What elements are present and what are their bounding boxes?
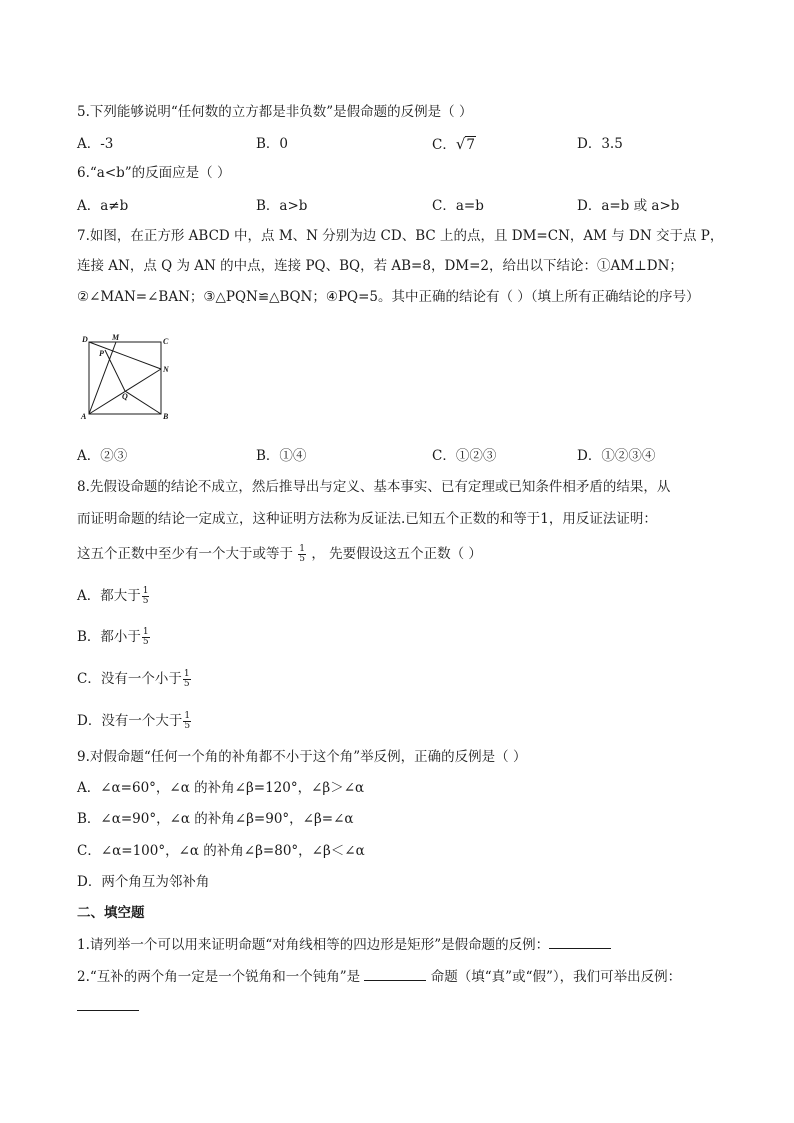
fraction-numerator: 1 [184, 711, 191, 721]
option-a: A．②③ [77, 448, 128, 464]
option-d-text: D．没有一个大于 [77, 713, 183, 729]
question-8-option-b [77, 628, 151, 647]
sqrt-expression: √7 [455, 135, 475, 153]
option-b-text: B．都小于 [77, 629, 141, 645]
fraction-one-fifth [142, 628, 150, 647]
section-title: 二、填空题 [77, 905, 145, 921]
question-7-line-3: ②∠MAN=∠BAN；③△PQN≌△BQN；④PQ=5。其中正确的结论有（ ）（填上所有正确结论的序号） [77, 289, 700, 305]
fill-question-2-continuation [77, 998, 139, 1016]
option-b: B．a>b [256, 198, 308, 214]
fraction-one-fifth [183, 670, 191, 689]
question-8-line-3-start: 这五个正数中至少有一个大于或等于 [77, 546, 293, 562]
question-8-option-d [77, 712, 192, 731]
option-d: D．a=b 或 a>b [577, 198, 680, 214]
question-9-stem: 9.对假命题“任何一个角的补角都不小于这个角”举反例，正确的反例是（ ） [77, 749, 527, 765]
fraction-denominator: 5 [142, 637, 149, 647]
option-c: C．①②③ [432, 448, 497, 464]
option-c [432, 135, 476, 154]
option-d: D．3.5 [577, 136, 623, 152]
option-b: B．0 [256, 136, 289, 152]
segment-pq [105, 350, 125, 391]
question-9-option-a: A．∠α=60°，∠α 的补角∠β=120°，∠β＞∠α [77, 780, 365, 796]
fill-question-2-start: 2.“互补的两个角一定是一个锐角和一个钝角”是 [77, 969, 361, 985]
fill-question-1-text: 1.请列举一个可以用来证明命题“对角线相等的四边形是矩形”是假命题的反例： [77, 937, 550, 953]
fill-question-1 [77, 936, 611, 954]
option-c: C．a=b [432, 198, 484, 214]
label-c: C [163, 337, 169, 346]
sqrt-radicand: 7 [466, 137, 475, 153]
label-n: N [163, 365, 169, 374]
fraction-denominator: 5 [299, 554, 306, 564]
square-figure [78, 332, 174, 422]
question-9-option-b: B．∠α=90°，∠α 的补角∠β=90°，∠β=∠α [77, 811, 354, 827]
question-5-options [77, 135, 757, 153]
answer-blank[interactable] [364, 968, 426, 981]
question-8-line-2: 而证明命题的结论一定成立，这种证明方法称为反证法.已知五个正数的和等于1，用反证法证明： [77, 511, 657, 527]
option-a: A．-3 [77, 136, 114, 152]
segment-bq [125, 391, 161, 414]
option-a: A．a≠b [77, 198, 129, 214]
question-7-line-1: 7.如图，在正方形 ABCD 中，点 M、N 分别为边 CD、BC 上的点，且 DM=CN，AM 与 DN 交于点 P， [77, 228, 724, 244]
fill-question-2-end: 命题（填“真”或“假”），我们可举出反例： [430, 969, 682, 985]
label-q: Q [122, 392, 128, 401]
fraction-numerator: 1 [142, 627, 149, 637]
question-7-line-2: 连接 AN，点 Q 为 AN 的中点，连接 PQ、BQ，若 AB=8，DM=2，给出以下结论：①AM⊥DN； [77, 258, 683, 274]
label-b: B [163, 412, 169, 421]
answer-blank[interactable] [77, 998, 139, 1011]
label-d: D [82, 335, 88, 344]
question-6-stem: 6.“a<b”的反面应是（ ） [77, 165, 231, 181]
question-8-option-a [77, 587, 150, 606]
label-a: A [81, 412, 87, 421]
question-8-line-3-end: ， 先要假设这五个正数（ ） [311, 546, 482, 562]
option-b: B．①④ [256, 448, 307, 464]
fraction-one-fifth [142, 587, 150, 606]
option-d: D．①②③④ [577, 448, 656, 464]
answer-blank[interactable] [549, 936, 611, 949]
fraction-one-fifth [183, 712, 191, 731]
question-8-option-c [77, 670, 192, 689]
question-8-line-1: 8.先假设命题的结论不成立，然后推导出与定义、基本事实、已有定理或已知条件相矛盾的结果，从 [77, 479, 671, 495]
fraction-numerator: 1 [183, 669, 190, 679]
option-c-text: C．没有一个小于 [77, 671, 182, 687]
fraction-denominator: 5 [184, 721, 191, 731]
fill-question-2 [77, 968, 681, 986]
question-9-option-d: D．两个角互为邻补角 [77, 874, 210, 890]
question-5-stem: 5.下列能够说明“任何数的立方都是非负数”是假命题的反例是（ ） [77, 104, 473, 120]
label-m: M [112, 333, 120, 342]
label-p: P [99, 349, 104, 358]
fraction-numerator: 1 [142, 586, 149, 596]
option-c-label: C． [432, 137, 456, 153]
fraction-denominator: 5 [142, 596, 149, 606]
question-9-option-c: C．∠α=100°，∠α 的补角∠β=80°，∠β＜∠α [77, 843, 365, 859]
question-8-line-3 [77, 545, 482, 564]
fraction-denominator: 5 [183, 679, 190, 689]
question-7-options [77, 447, 757, 465]
fraction-numerator: 1 [299, 544, 306, 554]
fraction-one-fifth [298, 545, 306, 564]
option-a-text: A．都大于 [77, 588, 141, 604]
question-6-options [77, 197, 757, 215]
